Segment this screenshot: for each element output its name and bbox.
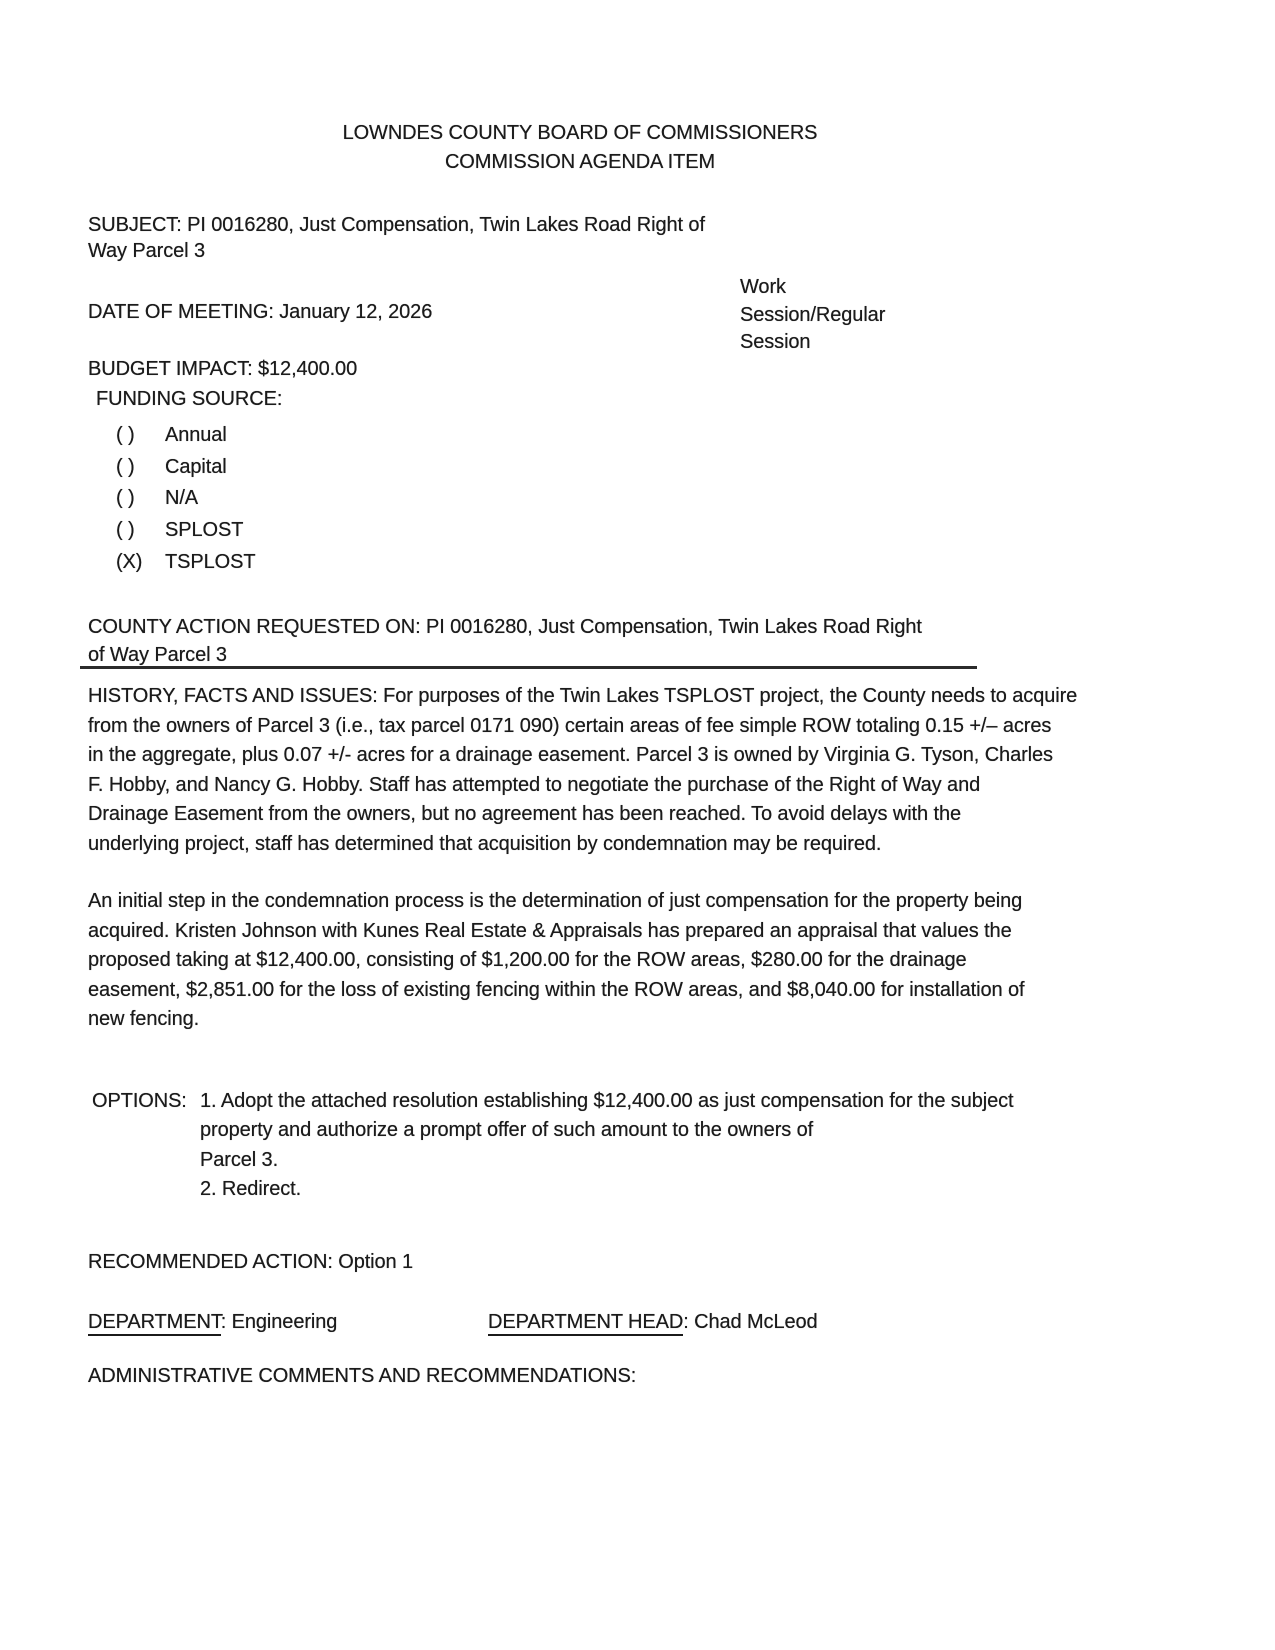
funding-option-na [116,483,255,515]
appraisal-paragraph [88,887,1024,1035]
department-label: DEPARTMENT [88,1311,221,1336]
appraisal-line: new fencing. [88,1008,200,1030]
session-line-2: Session/Regular [740,303,886,326]
department-value: : Engineering [220,1311,338,1333]
subject-line-2: Way Parcel 3 [88,240,205,262]
session-type [740,274,885,357]
history-line: in the aggregate, plus 0.07 +/- acres for a drainage easement. Parcel 3 is owned by Virginia G. Tyson, Charles [88,744,1053,766]
checkbox-tsplost-checked: (X) [116,550,143,573]
department-head-group [488,1311,818,1334]
history-line: from the owners of Parcel 3 (i.e., tax parcel 0171 090) certain areas of fee simple ROW totaling 0.15 +/– acres [88,714,1052,737]
title-line-2: COMMISSION AGENDA ITEM [444,151,716,173]
funding-source-label: FUNDING SOURCE: [96,388,283,410]
option-1-line-3: Parcel 3. [200,1148,279,1171]
funding-option-splost [116,515,255,547]
funding-option-annual [116,420,255,452]
department-row [88,1311,818,1334]
admin-comments-heading: ADMINISTRATIVE COMMENTS AND RECOMMENDATIONS: [88,1365,637,1387]
appraisal-line: proposed taking at $12,400.00, consisting of $1,200.00 for the ROW areas, $280.00 for the drainage [88,949,967,971]
appraisal-line: easement, $2,851.00 for the loss of existing fencing within the ROW areas, and $8,040.00 for installation of [88,978,1025,1001]
county-action-line-1: COUNTY ACTION REQUESTED ON: PI 0016280, Just Compensation, Twin Lakes Road Right [88,616,922,638]
budget-impact: BUDGET IMPACT: $12,400.00 [88,358,358,380]
options-label: OPTIONS: [92,1090,187,1112]
title-line-1: LOWNDES COUNTY BOARD OF COMMISSIONERS [342,122,818,144]
option-1-line-1: 1. Adopt the attached resolution establishing $12,400.00 as just compensation for the subject [200,1090,1014,1112]
department-head-label: DEPARTMENT HEAD [488,1311,683,1336]
county-action-line-2: of Way Parcel 3 [88,644,227,666]
date-of-meeting: DATE OF MEETING: January 12, 2026 [88,301,433,323]
appraisal-line: acquired. Kristen Johnson with Kunes Real Estate & Appraisals has prepared an appraisal that values the [88,919,1012,942]
options-section [92,1087,1013,1204]
session-line-1: Work [740,276,786,298]
session-line-3: Session [740,331,811,353]
funding-option-label: SPLOST [165,519,244,542]
recommended-action: RECOMMENDED ACTION: Option 1 [88,1251,414,1273]
history-line: underlying project, staff has determined that acquisition by condemnation may be required. [88,832,882,855]
county-action-requested [88,613,922,669]
subject [88,212,705,264]
option-1-line-2: property and authorize a prompt offer of such amount to the owners of [200,1119,814,1142]
funding-option-label: Capital [165,455,227,478]
funding-option-capital [116,452,255,484]
checkbox-capital: ( ) [116,455,135,478]
history-facts-issues-paragraph [88,682,1077,859]
funding-option-label: Annual [165,424,227,446]
options-list [200,1087,1013,1204]
funding-option-label: N/A [165,487,199,510]
department-group [88,1311,337,1336]
department-head-value: : Chad McLeod [683,1311,818,1333]
separator-line [80,666,977,669]
funding-option-tsplost [116,547,255,579]
funding-option-label: TSPLOST [165,550,256,573]
funding-source-list [116,420,255,579]
checkbox-na: ( ) [116,487,135,510]
history-line: HISTORY, FACTS AND ISSUES: For purposes of the Twin Lakes TSPLOST project, the County needs to acquire [88,685,1078,707]
history-line: F. Hobby, and Nancy G. Hobby. Staff has attempted to negotiate the purchase of the Right of Way and [88,773,981,796]
document-title [0,119,1160,177]
option-2: 2. Redirect. [200,1177,302,1200]
checkbox-splost: ( ) [116,519,135,542]
checkbox-annual: ( ) [116,424,135,446]
history-line: Drainage Easement from the owners, but no agreement has been reached. To avoid delays with the [88,803,961,825]
appraisal-line: An initial step in the condemnation process is the determination of just compensation for the property being [88,890,1023,912]
subject-line-1: SUBJECT: PI 0016280, Just Compensation, Twin Lakes Road Right of [88,214,705,236]
